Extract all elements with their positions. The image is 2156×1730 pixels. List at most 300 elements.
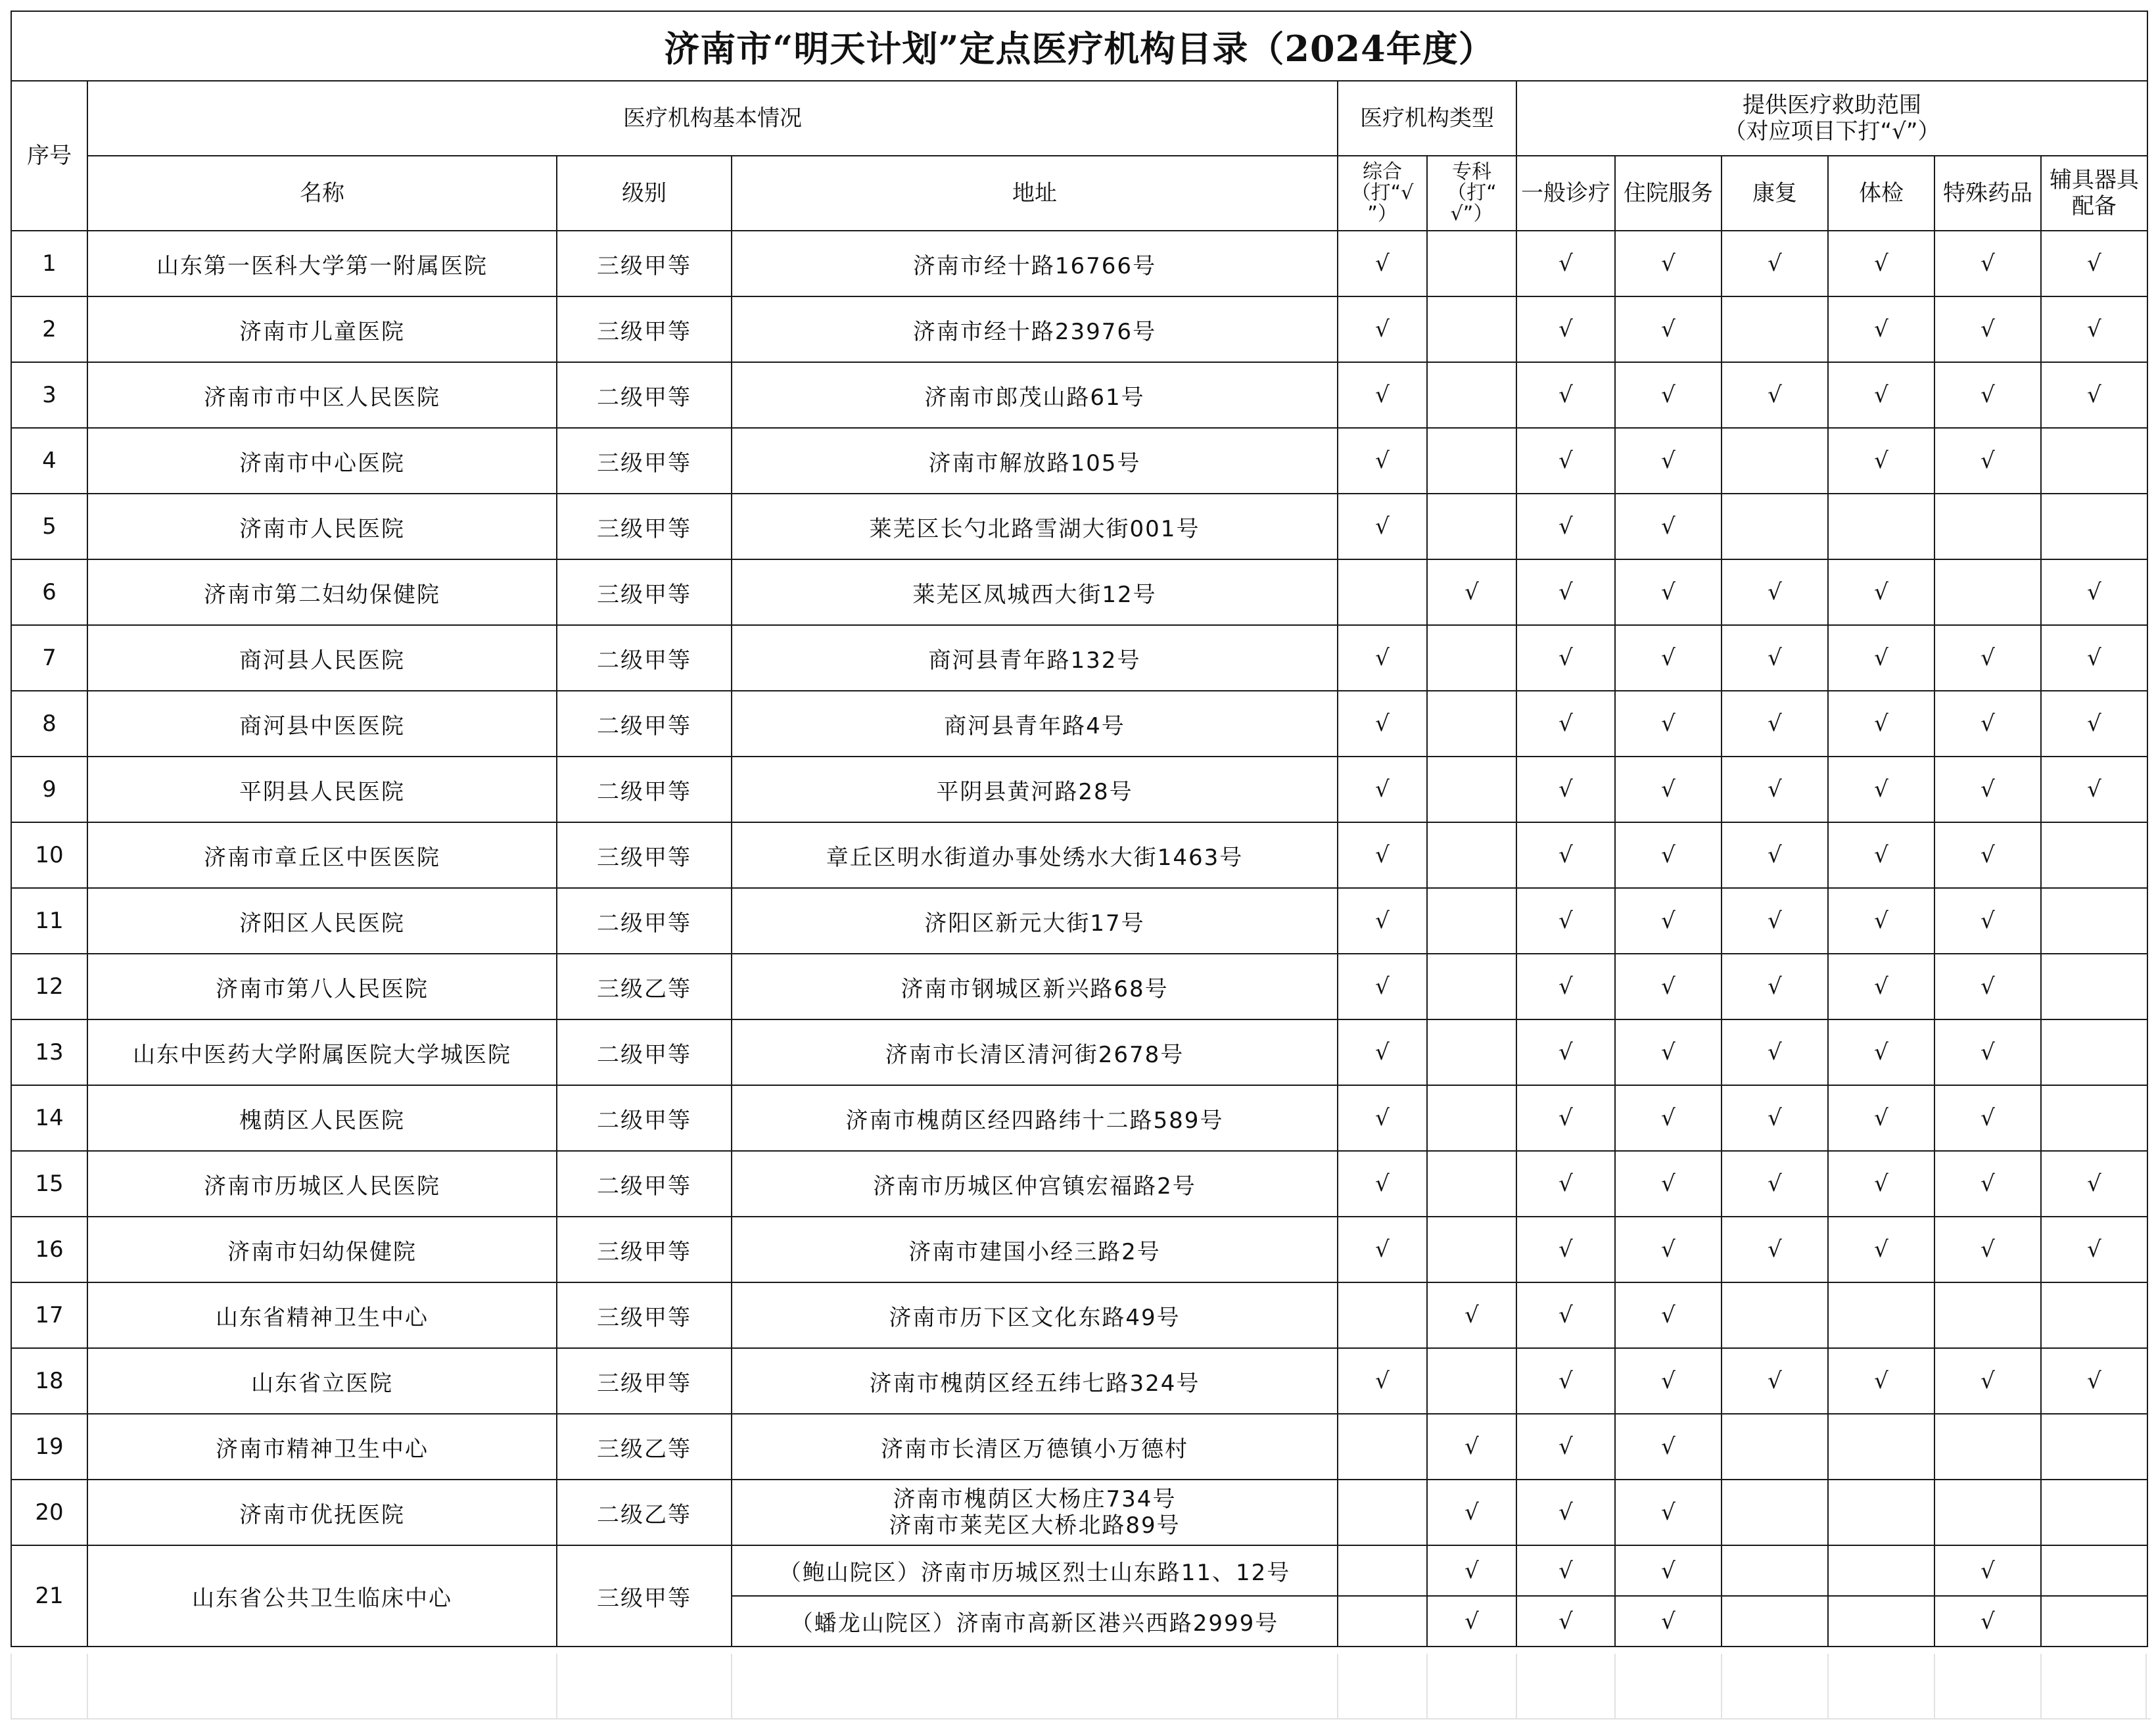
- check-outpatient: √: [1516, 1414, 1615, 1480]
- check-inpatient: √: [1615, 1282, 1722, 1348]
- header-aid-scope: [1516, 81, 2147, 156]
- check-outpatient: √: [1516, 757, 1615, 822]
- check-specialty: [1427, 231, 1516, 296]
- header-general-line3: ”）: [1367, 202, 1397, 225]
- check-outpatient: √: [1516, 1348, 1615, 1414]
- institution-level: 三级甲等: [557, 1217, 732, 1282]
- row-number: 3: [11, 362, 87, 428]
- institution-level: 二级乙等: [557, 1480, 732, 1545]
- institution-level: 二级甲等: [557, 888, 732, 954]
- check-assistive-devices: √: [2041, 559, 2147, 625]
- check-assistive-devices: [2041, 954, 2147, 1019]
- table-row: [11, 1282, 2147, 1348]
- check-rehab: √: [1722, 954, 1828, 1019]
- institution-name: 济阳区人民医院: [87, 888, 557, 954]
- check-general: √: [1338, 757, 1427, 822]
- check-general: √: [1338, 888, 1427, 954]
- check-specialty: [1427, 1019, 1516, 1085]
- check-inpatient: √: [1615, 494, 1722, 559]
- check-assistive-devices: √: [2041, 231, 2147, 296]
- institution-address: 济南市历下区文化东路49号: [732, 1282, 1338, 1348]
- check-assistive-devices: [2041, 822, 2147, 888]
- check-checkup: √: [1828, 954, 1934, 1019]
- check-specialty: √: [1427, 1596, 1516, 1647]
- institution-name: 济南市精神卫生中心: [87, 1414, 557, 1480]
- institution-name: 济南市章丘区中医医院: [87, 822, 557, 888]
- check-assistive-devices: [2041, 888, 2147, 954]
- check-inpatient: √: [1615, 1151, 1722, 1217]
- check-assistive-devices: [2041, 494, 2147, 559]
- check-assistive-devices: √: [2041, 757, 2147, 822]
- header-outpatient: 一般诊疗: [1516, 156, 1615, 231]
- check-special-drugs: [1934, 1414, 2041, 1480]
- check-checkup: [1828, 1414, 1934, 1480]
- check-specialty: [1427, 1348, 1516, 1414]
- institution-address: [732, 1480, 1338, 1545]
- check-inpatient: √: [1615, 625, 1722, 691]
- check-rehab: √: [1722, 559, 1828, 625]
- institution-address: 商河县青年路132号: [732, 625, 1338, 691]
- table-row: [11, 757, 2147, 822]
- check-special-drugs: √: [1934, 1019, 2041, 1085]
- check-checkup: √: [1828, 1019, 1934, 1085]
- header-rehab: 康复: [1722, 156, 1828, 231]
- institution-name: 济南市妇幼保健院: [87, 1217, 557, 1282]
- institution-name: 济南市第二妇幼保健院: [87, 559, 557, 625]
- check-outpatient: √: [1516, 494, 1615, 559]
- table-row: [11, 1348, 2147, 1414]
- check-checkup: √: [1828, 1085, 1934, 1151]
- check-assistive-devices: √: [2041, 1217, 2147, 1282]
- institution-level: 三级甲等: [557, 494, 732, 559]
- header-assistive-line1: 辅具器具: [2050, 167, 2139, 193]
- institution-level: 三级甲等: [557, 1282, 732, 1348]
- check-outpatient: √: [1516, 625, 1615, 691]
- institution-name: 山东中医药大学附属医院大学城医院: [87, 1019, 557, 1085]
- check-special-drugs: √: [1934, 1151, 2041, 1217]
- check-general: [1338, 1596, 1427, 1647]
- check-general: √: [1338, 1085, 1427, 1151]
- institution-name: 山东省公共卫生临床中心: [87, 1545, 557, 1647]
- check-outpatient: √: [1516, 231, 1615, 296]
- check-general: √: [1338, 231, 1427, 296]
- institution-address: 平阴县黄河路28号: [732, 757, 1338, 822]
- check-inpatient: √: [1615, 1019, 1722, 1085]
- institution-address: 商河县青年路4号: [732, 691, 1338, 757]
- check-special-drugs: [1934, 559, 2041, 625]
- check-special-drugs: [1934, 1282, 2041, 1348]
- check-outpatient: √: [1516, 296, 1615, 362]
- check-outpatient: √: [1516, 1217, 1615, 1282]
- institution-address: （鲍山院区）济南市历城区烈士山东路11、12号: [732, 1545, 1338, 1596]
- document-sheet: [11, 11, 2148, 1647]
- institution-level: 三级甲等: [557, 231, 732, 296]
- institution-name: 济南市优抚医院: [87, 1480, 557, 1545]
- check-special-drugs: √: [1934, 1545, 2041, 1596]
- check-checkup: [1828, 494, 1934, 559]
- check-inpatient: √: [1615, 691, 1722, 757]
- header-aid-scope-line1: 提供医疗救助范围: [1743, 92, 1921, 118]
- check-rehab: √: [1722, 231, 1828, 296]
- check-specialty: √: [1427, 1480, 1516, 1545]
- institution-table: [11, 11, 2148, 1647]
- grid-line: [731, 1654, 732, 1719]
- institution-level: 二级甲等: [557, 625, 732, 691]
- address-line-1: 济南市槐荫区大杨庄734号: [893, 1486, 1177, 1512]
- check-inpatient: √: [1615, 1085, 1722, 1151]
- check-checkup: √: [1828, 231, 1934, 296]
- check-outpatient: √: [1516, 559, 1615, 625]
- header-special-drugs: 特殊药品: [1934, 156, 2041, 231]
- institution-level: 三级乙等: [557, 954, 732, 1019]
- check-outpatient: √: [1516, 822, 1615, 888]
- grid-line: [556, 1654, 557, 1719]
- grid-line: [1827, 1654, 1829, 1719]
- check-specialty: [1427, 428, 1516, 494]
- grid-line: [1721, 1654, 1722, 1719]
- row-number: 12: [11, 954, 87, 1019]
- header-name: 名称: [87, 156, 557, 231]
- header-general-line1: 综合: [1363, 160, 1402, 183]
- check-general: √: [1338, 494, 1427, 559]
- table-row: [11, 231, 2147, 296]
- check-specialty: [1427, 691, 1516, 757]
- row-number: 2: [11, 296, 87, 362]
- check-special-drugs: √: [1934, 954, 2041, 1019]
- check-general: √: [1338, 822, 1427, 888]
- check-inpatient: √: [1615, 362, 1722, 428]
- header-assistive-devices: [2041, 156, 2147, 231]
- check-outpatient: √: [1516, 1085, 1615, 1151]
- check-assistive-devices: [2041, 1282, 2147, 1348]
- grid-line: [1614, 1654, 1616, 1719]
- header-aid-scope-line2: （对应项目下打“√”）: [1723, 118, 1940, 145]
- row-number: 14: [11, 1085, 87, 1151]
- table-row: [11, 691, 2147, 757]
- grid-line: [1516, 1654, 1517, 1719]
- check-rehab: [1722, 1596, 1828, 1647]
- check-checkup: [1828, 1282, 1934, 1348]
- table-row: [11, 954, 2147, 1019]
- check-checkup: √: [1828, 625, 1934, 691]
- header-level: 级别: [557, 156, 732, 231]
- table-row: [11, 625, 2147, 691]
- table-row: [11, 1151, 2147, 1217]
- check-outpatient: √: [1516, 888, 1615, 954]
- header-specialty-line2: （打“: [1447, 181, 1497, 204]
- row-number: 21: [11, 1545, 87, 1647]
- check-specialty: √: [1427, 1545, 1516, 1596]
- check-general: [1338, 1414, 1427, 1480]
- institution-level: 二级甲等: [557, 362, 732, 428]
- check-rehab: √: [1722, 1019, 1828, 1085]
- check-rehab: √: [1722, 1151, 1828, 1217]
- institution-level: 三级甲等: [557, 1348, 732, 1414]
- row-number: 4: [11, 428, 87, 494]
- row-number: 20: [11, 1480, 87, 1545]
- check-special-drugs: √: [1934, 231, 2041, 296]
- header-specialty-line3: √”）: [1450, 202, 1493, 225]
- row-number: 5: [11, 494, 87, 559]
- check-checkup: √: [1828, 362, 1934, 428]
- institution-address: 莱芜区长勺北路雪湖大街001号: [732, 494, 1338, 559]
- table-row: [11, 1414, 2147, 1480]
- check-outpatient: √: [1516, 1480, 1615, 1545]
- check-general: [1338, 1282, 1427, 1348]
- institution-address: 济南市长清区清河街2678号: [732, 1019, 1338, 1085]
- check-general: √: [1338, 362, 1427, 428]
- check-rehab: [1722, 1480, 1828, 1545]
- institution-address: 济南市经十路23976号: [732, 296, 1338, 362]
- check-assistive-devices: √: [2041, 1151, 2147, 1217]
- check-general: √: [1338, 296, 1427, 362]
- institution-name: 商河县中医医院: [87, 691, 557, 757]
- check-checkup: [1828, 1596, 1934, 1647]
- row-number: 18: [11, 1348, 87, 1414]
- institution-level: 三级甲等: [557, 1545, 732, 1647]
- check-outpatient: √: [1516, 1545, 1615, 1596]
- institution-name: 山东省立医院: [87, 1348, 557, 1414]
- check-outpatient: √: [1516, 362, 1615, 428]
- row-number: 16: [11, 1217, 87, 1282]
- check-inpatient: √: [1615, 1480, 1722, 1545]
- institution-address: 济南市钢城区新兴路68号: [732, 954, 1338, 1019]
- check-checkup: √: [1828, 1348, 1934, 1414]
- institution-name: 槐荫区人民医院: [87, 1085, 557, 1151]
- check-assistive-devices: [2041, 428, 2147, 494]
- check-special-drugs: [1934, 1480, 2041, 1545]
- check-outpatient: √: [1516, 954, 1615, 1019]
- check-checkup: [1828, 1480, 1934, 1545]
- check-rehab: [1722, 296, 1828, 362]
- grid-line: [1934, 1654, 1935, 1719]
- check-rehab: √: [1722, 691, 1828, 757]
- row-number: 7: [11, 625, 87, 691]
- check-special-drugs: √: [1934, 428, 2041, 494]
- check-rehab: √: [1722, 888, 1828, 954]
- check-checkup: √: [1828, 888, 1934, 954]
- institution-address: 济南市经十路16766号: [732, 231, 1338, 296]
- check-specialty: [1427, 757, 1516, 822]
- institution-address: 济南市历城区仲宫镇宏福路2号: [732, 1151, 1338, 1217]
- row-number: 9: [11, 757, 87, 822]
- check-special-drugs: √: [1934, 757, 2041, 822]
- check-special-drugs: √: [1934, 296, 2041, 362]
- check-rehab: [1722, 1414, 1828, 1480]
- check-rehab: √: [1722, 822, 1828, 888]
- header-basic-info: 医疗机构基本情况: [87, 81, 1338, 156]
- header-general: [1338, 156, 1427, 231]
- check-special-drugs: √: [1934, 1596, 2041, 1647]
- row-number: 17: [11, 1282, 87, 1348]
- institution-level: 二级甲等: [557, 1019, 732, 1085]
- check-rehab: [1722, 1282, 1828, 1348]
- table-row: [11, 1217, 2147, 1282]
- table-row: [11, 888, 2147, 954]
- row-number: 15: [11, 1151, 87, 1217]
- check-outpatient: √: [1516, 1019, 1615, 1085]
- check-specialty: [1427, 1085, 1516, 1151]
- check-checkup: √: [1828, 691, 1934, 757]
- check-general: √: [1338, 1019, 1427, 1085]
- row-number: 19: [11, 1414, 87, 1480]
- check-assistive-devices: √: [2041, 1348, 2147, 1414]
- check-specialty: √: [1427, 1282, 1516, 1348]
- check-general: √: [1338, 1151, 1427, 1217]
- check-inpatient: √: [1615, 888, 1722, 954]
- institution-address: 济南市解放路105号: [732, 428, 1338, 494]
- institution-name: 山东第一医科大学第一附属医院: [87, 231, 557, 296]
- check-inpatient: √: [1615, 1348, 1722, 1414]
- row-number: 1: [11, 231, 87, 296]
- institution-level: 二级甲等: [557, 1151, 732, 1217]
- check-inpatient: √: [1615, 559, 1722, 625]
- check-general: [1338, 559, 1427, 625]
- check-assistive-devices: [2041, 1085, 2147, 1151]
- check-checkup: √: [1828, 296, 1934, 362]
- row-number: 8: [11, 691, 87, 757]
- table-row: [11, 1480, 2147, 1545]
- header-checkup: 体检: [1828, 156, 1934, 231]
- header-specialty-line1: 专科: [1452, 160, 1491, 183]
- check-specialty: √: [1427, 1414, 1516, 1480]
- institution-level: 三级甲等: [557, 428, 732, 494]
- institution-level: 三级甲等: [557, 822, 732, 888]
- table-row: [11, 1019, 2147, 1085]
- check-outpatient: √: [1516, 428, 1615, 494]
- check-rehab: [1722, 494, 1828, 559]
- table-row: [11, 494, 2147, 559]
- grid-line: [2145, 1654, 2147, 1719]
- check-special-drugs: √: [1934, 1348, 2041, 1414]
- check-assistive-devices: [2041, 1019, 2147, 1085]
- check-assistive-devices: √: [2041, 296, 2147, 362]
- institution-name: 济南市市中区人民医院: [87, 362, 557, 428]
- check-outpatient: √: [1516, 691, 1615, 757]
- institution-level: 二级甲等: [557, 691, 732, 757]
- institution-address: 济南市郎茂山路61号: [732, 362, 1338, 428]
- check-general: √: [1338, 954, 1427, 1019]
- check-general: [1338, 1545, 1427, 1596]
- institution-address: 济阳区新元大街17号: [732, 888, 1338, 954]
- institution-name: 商河县人民医院: [87, 625, 557, 691]
- check-special-drugs: √: [1934, 625, 2041, 691]
- empty-grid-area: [11, 1654, 2151, 1719]
- header-institution-type: 医疗机构类型: [1338, 81, 1516, 156]
- institution-name: 济南市人民医院: [87, 494, 557, 559]
- institution-level: 三级乙等: [557, 1414, 732, 1480]
- check-specialty: [1427, 822, 1516, 888]
- grid-line: [1426, 1654, 1428, 1719]
- table-row: [11, 362, 2147, 428]
- page-title: 济南市“明天计划”定点医疗机构目录（2024年度）: [11, 11, 2147, 81]
- check-checkup: √: [1828, 1151, 1934, 1217]
- check-special-drugs: √: [1934, 1085, 2041, 1151]
- check-checkup: √: [1828, 559, 1934, 625]
- check-general: √: [1338, 625, 1427, 691]
- check-assistive-devices: √: [2041, 691, 2147, 757]
- check-rehab: √: [1722, 1217, 1828, 1282]
- table-row: [11, 559, 2147, 625]
- check-rehab: √: [1722, 1348, 1828, 1414]
- row-number: 11: [11, 888, 87, 954]
- check-specialty: [1427, 1151, 1516, 1217]
- institution-address: （蟠龙山院区）济南市高新区港兴西路2999号: [732, 1596, 1338, 1647]
- institution-name: 济南市中心医院: [87, 428, 557, 494]
- table-row: [11, 822, 2147, 888]
- check-assistive-devices: √: [2041, 362, 2147, 428]
- table-row: [11, 1085, 2147, 1151]
- check-outpatient: √: [1516, 1282, 1615, 1348]
- institution-name: 济南市第八人民医院: [87, 954, 557, 1019]
- check-specialty: [1427, 494, 1516, 559]
- check-checkup: √: [1828, 757, 1934, 822]
- check-inpatient: √: [1615, 757, 1722, 822]
- header-address: 地址: [732, 156, 1338, 231]
- check-general: √: [1338, 428, 1427, 494]
- check-specialty: [1427, 1217, 1516, 1282]
- check-inpatient: √: [1615, 954, 1722, 1019]
- check-inpatient: √: [1615, 296, 1722, 362]
- institution-level: 二级甲等: [557, 757, 732, 822]
- check-inpatient: √: [1615, 231, 1722, 296]
- check-checkup: √: [1828, 428, 1934, 494]
- check-inpatient: √: [1615, 1414, 1722, 1480]
- institution-address: 济南市槐荫区经五纬七路324号: [732, 1348, 1338, 1414]
- check-checkup: √: [1828, 822, 1934, 888]
- check-general: [1338, 1480, 1427, 1545]
- check-special-drugs: √: [1934, 1217, 2041, 1282]
- institution-address: 章丘区明水街道办事处绣水大街1463号: [732, 822, 1338, 888]
- header-seq: 序号: [11, 81, 87, 231]
- institution-level: 三级甲等: [557, 559, 732, 625]
- check-specialty: [1427, 888, 1516, 954]
- header-general-line2: （打“√: [1351, 181, 1414, 204]
- check-special-drugs: [1934, 494, 2041, 559]
- table-row: [11, 1545, 2147, 1596]
- institution-address: 济南市建国小经三路2号: [732, 1217, 1338, 1282]
- check-rehab: [1722, 1545, 1828, 1596]
- check-rehab: √: [1722, 757, 1828, 822]
- grid-line: [87, 1654, 88, 1719]
- check-general: √: [1338, 691, 1427, 757]
- address-line-2: 济南市莱芜区大桥北路89号: [889, 1512, 1181, 1539]
- check-specialty: [1427, 296, 1516, 362]
- institution-address: 济南市槐荫区经四路纬十二路589号: [732, 1085, 1338, 1151]
- check-special-drugs: √: [1934, 362, 2041, 428]
- check-checkup: [1828, 1545, 1934, 1596]
- table-row: [11, 296, 2147, 362]
- check-rehab: √: [1722, 362, 1828, 428]
- check-specialty: √: [1427, 559, 1516, 625]
- row-number: 6: [11, 559, 87, 625]
- check-outpatient: √: [1516, 1151, 1615, 1217]
- check-rehab: √: [1722, 625, 1828, 691]
- grid-line: [11, 1718, 2151, 1719]
- grid-line: [11, 1654, 12, 1719]
- grid-line: [2040, 1654, 2042, 1719]
- institution-address: 济南市长清区万德镇小万德村: [732, 1414, 1338, 1480]
- check-checkup: √: [1828, 1217, 1934, 1282]
- check-rehab: √: [1722, 1085, 1828, 1151]
- check-inpatient: √: [1615, 428, 1722, 494]
- check-assistive-devices: [2041, 1480, 2147, 1545]
- check-inpatient: √: [1615, 1596, 1722, 1647]
- header-specialty: [1427, 156, 1516, 231]
- grid-line: [1337, 1654, 1338, 1719]
- row-number: 10: [11, 822, 87, 888]
- check-rehab: [1722, 428, 1828, 494]
